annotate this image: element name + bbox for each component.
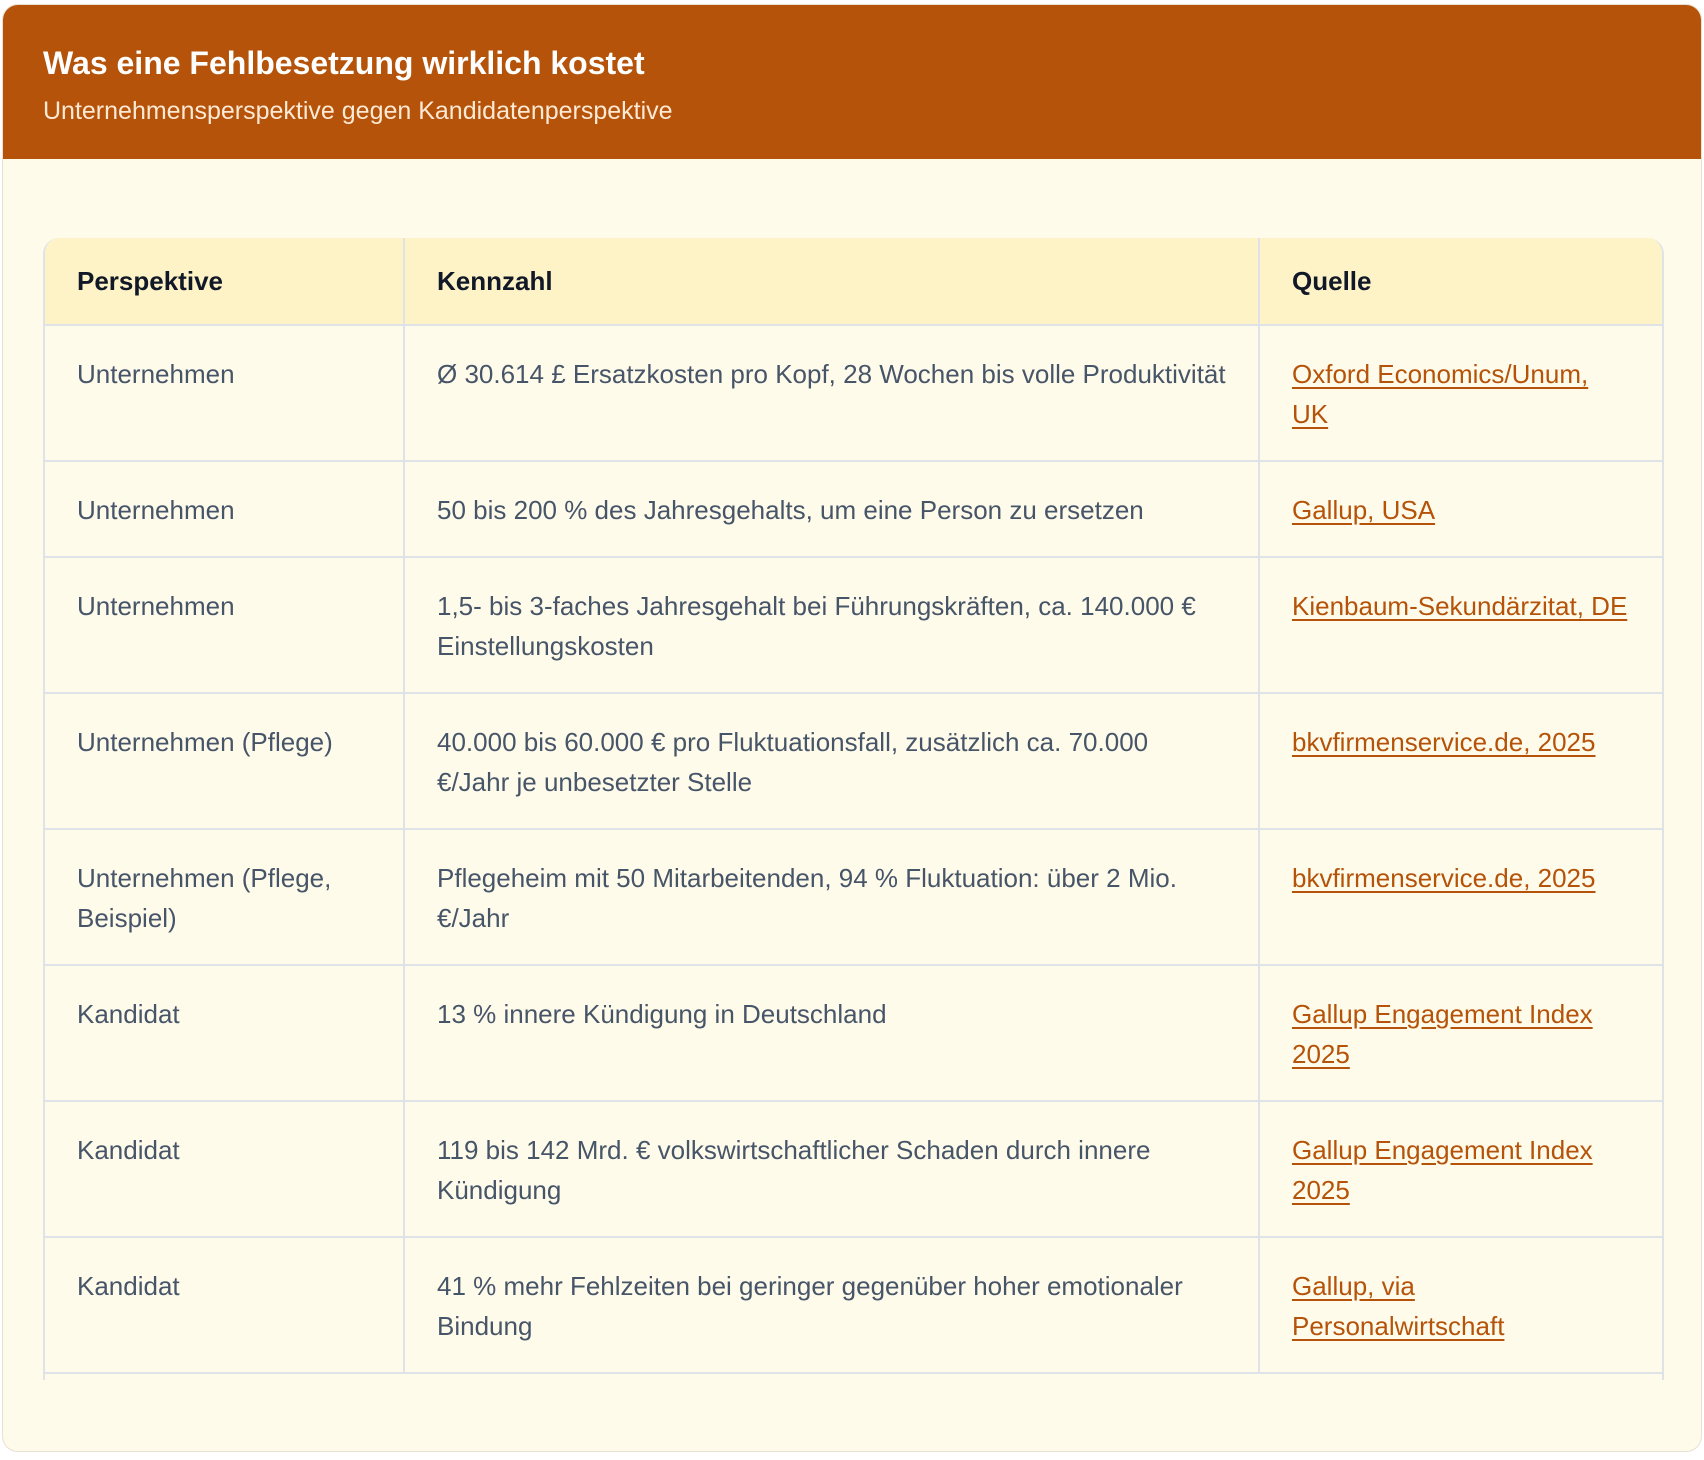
- table-row: [45, 829, 1662, 965]
- metric-cell: 119 bis 142 Mrd. € volkswirtschaftlicher Schaden durch innere Kündigung: [404, 1101, 1259, 1237]
- table-row: [45, 461, 1662, 557]
- metric-cell: Pflegeheim mit 50 Mitarbeitenden, 94 % Fluktuation: über 2 Mio. €/Jahr: [404, 829, 1259, 965]
- source-link[interactable]: bkvfirmenservice.de, 2025: [1292, 727, 1596, 757]
- source-cell: [1259, 829, 1662, 965]
- source-cell: [1259, 693, 1662, 829]
- table-row: [45, 325, 1662, 461]
- column-header-source: Quelle: [1259, 238, 1662, 325]
- perspective-cell: Unternehmen (Pflege): [45, 693, 404, 829]
- source-cell: [1259, 557, 1662, 693]
- table-row: [45, 1101, 1662, 1237]
- source-link[interactable]: Gallup, via Personalwirtschaft: [1292, 1271, 1505, 1341]
- perspective-cell: Kandidat: [45, 1237, 404, 1373]
- source-link[interactable]: Gallup Engagement Index 2025: [1292, 1135, 1593, 1205]
- table-row: [45, 693, 1662, 829]
- metric-cell: 40.000 bis 60.000 € pro Fluktuationsfall, zusätzlich ca. 70.000 €/Jahr je unbesetzter Stelle: [404, 693, 1259, 829]
- table-row: [45, 1237, 1662, 1373]
- source-cell: [1259, 1237, 1662, 1373]
- table-row: [45, 557, 1662, 693]
- table-header-row: [45, 238, 1662, 325]
- card-header: [3, 5, 1701, 159]
- cost-card: [2, 4, 1702, 1452]
- metric-cell: 1,5- bis 3-faches Jahresgehalt bei Führungskräften, ca. 140.000 € Einstellungskosten: [404, 557, 1259, 693]
- cost-table: [45, 238, 1662, 1374]
- source-cell: [1259, 461, 1662, 557]
- card-subtitle: Unternehmensperspektive gegen Kandidatenperspektive: [43, 97, 673, 125]
- source-link[interactable]: Kienbaum-Sekundärzitat, DE: [1292, 591, 1628, 621]
- perspective-cell: Unternehmen (Pflege, Beispiel): [45, 829, 404, 965]
- metric-cell: 41 % mehr Fehlzeiten bei geringer gegenüber hoher emotionaler Bindung: [404, 1237, 1259, 1373]
- source-cell: [1259, 965, 1662, 1101]
- perspective-cell: Unternehmen: [45, 325, 404, 461]
- perspective-cell: Unternehmen: [45, 461, 404, 557]
- metric-cell: 50 bis 200 % des Jahresgehalts, um eine Person zu ersetzen: [404, 461, 1259, 557]
- metric-cell: Ø 30.614 £ Ersatzkosten pro Kopf, 28 Wochen bis volle Produktivität: [404, 325, 1259, 461]
- perspective-cell: Unternehmen: [45, 557, 404, 693]
- source-link[interactable]: bkvfirmenservice.de, 2025: [1292, 863, 1596, 893]
- source-link[interactable]: Gallup, USA: [1292, 495, 1436, 525]
- source-cell: [1259, 325, 1662, 461]
- source-link[interactable]: Oxford Economics/Unum, UK: [1292, 359, 1589, 429]
- perspective-cell: Kandidat: [45, 965, 404, 1101]
- column-header-metric: Kennzahl: [404, 238, 1259, 325]
- source-link[interactable]: Gallup Engagement Index 2025: [1292, 999, 1593, 1069]
- perspective-cell: Kandidat: [45, 1101, 404, 1237]
- source-cell: [1259, 1101, 1662, 1237]
- cost-table-container: [43, 238, 1664, 1380]
- table-row: [45, 965, 1662, 1101]
- card-title: Was eine Fehlbesetzung wirklich kostet: [43, 45, 645, 81]
- column-header-perspective: Perspektive: [45, 238, 404, 325]
- metric-cell: 13 % innere Kündigung in Deutschland: [404, 965, 1259, 1101]
